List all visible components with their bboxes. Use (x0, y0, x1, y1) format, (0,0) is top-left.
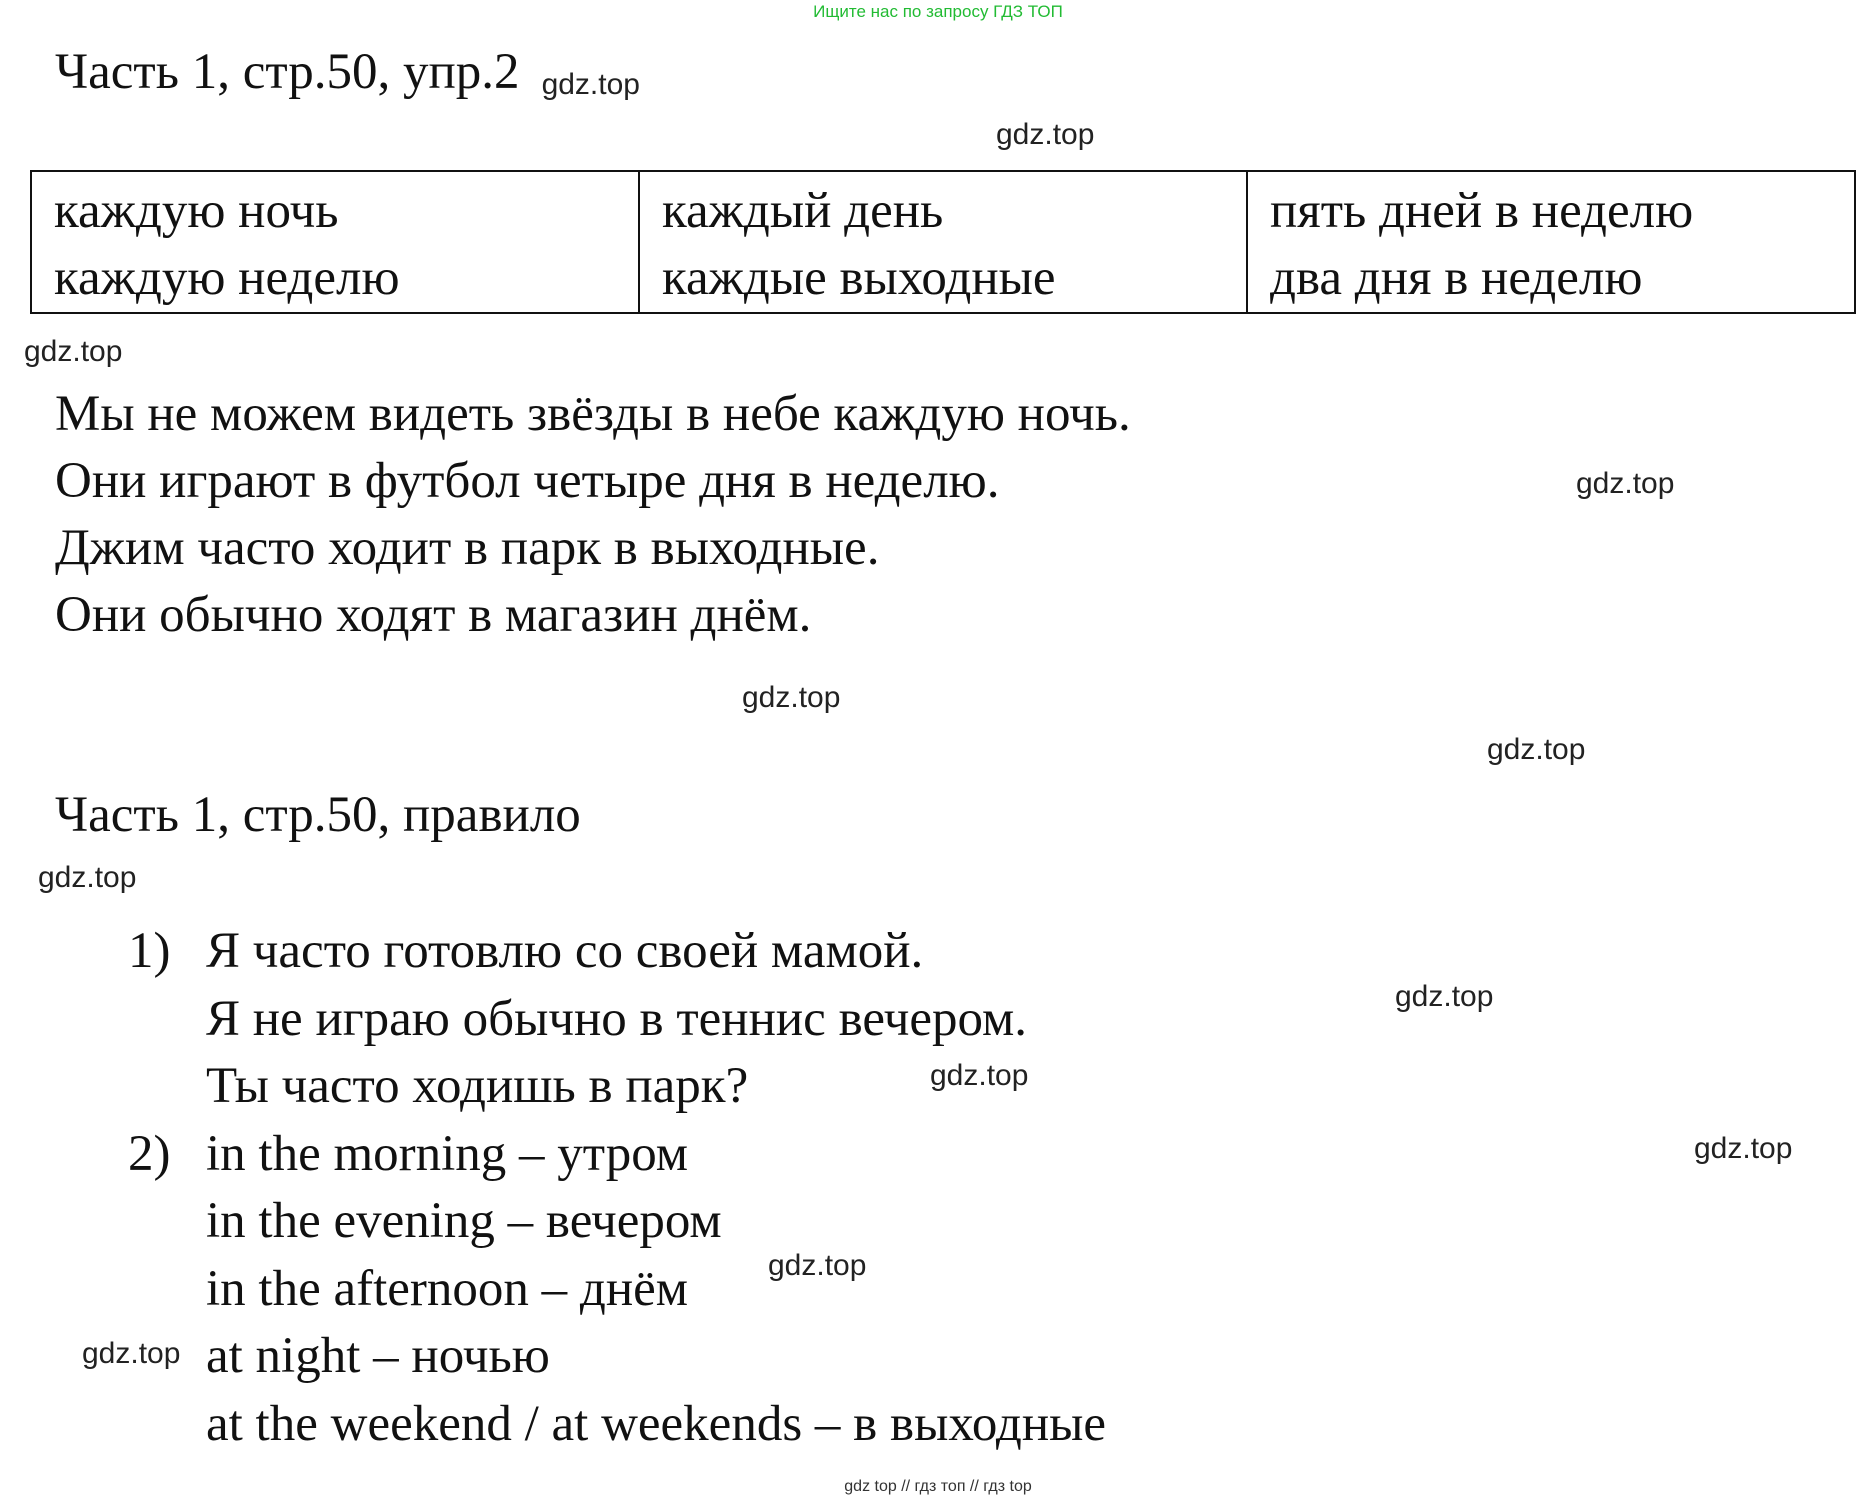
phrase: каждые выходные (662, 250, 1056, 306)
section1-title (55, 44, 640, 101)
rule-line: at the weekend / at weekends – в выходные (206, 1395, 1107, 1452)
sentence: Они обычно ходят в магазин днём. (55, 587, 812, 643)
watermark: gdz.top (1395, 980, 1494, 1013)
watermark: gdz.top (1487, 733, 1586, 766)
sentence: Джим часто ходит в парк в выходные. (55, 520, 880, 576)
watermark: gdz.top (742, 681, 841, 714)
phrase: каждую неделю (54, 250, 400, 306)
rule-line: at night – ночью (206, 1328, 550, 1384)
rule-number: 1) (128, 923, 171, 979)
watermark: gdz.top (1576, 467, 1675, 500)
table-cell (639, 171, 1247, 313)
phrase: пять дней в неделю (1270, 183, 1694, 239)
table-cell (1247, 171, 1855, 313)
sentence: Они играют в футбол четыре дня в неделю. (55, 453, 1000, 509)
watermark: gdz.top (541, 68, 640, 101)
rule-line: in the morning – утром (206, 1125, 689, 1182)
phrase: каждую ночь (54, 183, 339, 239)
watermark: gdz.top (930, 1059, 1029, 1092)
section2-title: Часть 1, стр.50, правило (55, 787, 581, 843)
rule-line: in the evening – вечером (206, 1193, 722, 1249)
watermark: gdz.top (768, 1249, 867, 1282)
section1-title-text: Часть 1, стр.50, упр.2 (55, 44, 520, 100)
watermark: gdz.top (996, 118, 1095, 151)
top-banner: Ищите нас по запросу ГДЗ ТОП (813, 2, 1063, 21)
phrase: два дня в неделю (1270, 250, 1643, 306)
translated-sentences (55, 381, 1131, 649)
rule-line: Ты часто ходишь в парк? (206, 1058, 749, 1114)
rule-line: in the afternoon – днём (206, 1260, 689, 1317)
rule-list (128, 918, 1106, 1458)
watermark: gdz.top (82, 1337, 181, 1370)
rule-item (128, 1121, 1106, 1459)
sentence: Мы не можем видеть звёзды в небе каждую ночь. (55, 386, 1131, 442)
rule-line: Я не играю обычно в теннис вечером. (206, 990, 1028, 1047)
table-row (31, 171, 1855, 313)
phrase: каждый день (662, 183, 944, 239)
watermark: gdz.top (38, 861, 137, 894)
rule-line: Я часто готовлю со своей мамой. (206, 923, 924, 979)
rule-number: 2) (128, 1125, 171, 1182)
phrases-table (30, 170, 1856, 314)
footer: gdz top // гдз топ // гдз top (844, 1478, 1032, 1495)
watermark: gdz.top (1694, 1132, 1793, 1165)
watermark: gdz.top (24, 335, 123, 368)
table-cell (31, 171, 639, 313)
